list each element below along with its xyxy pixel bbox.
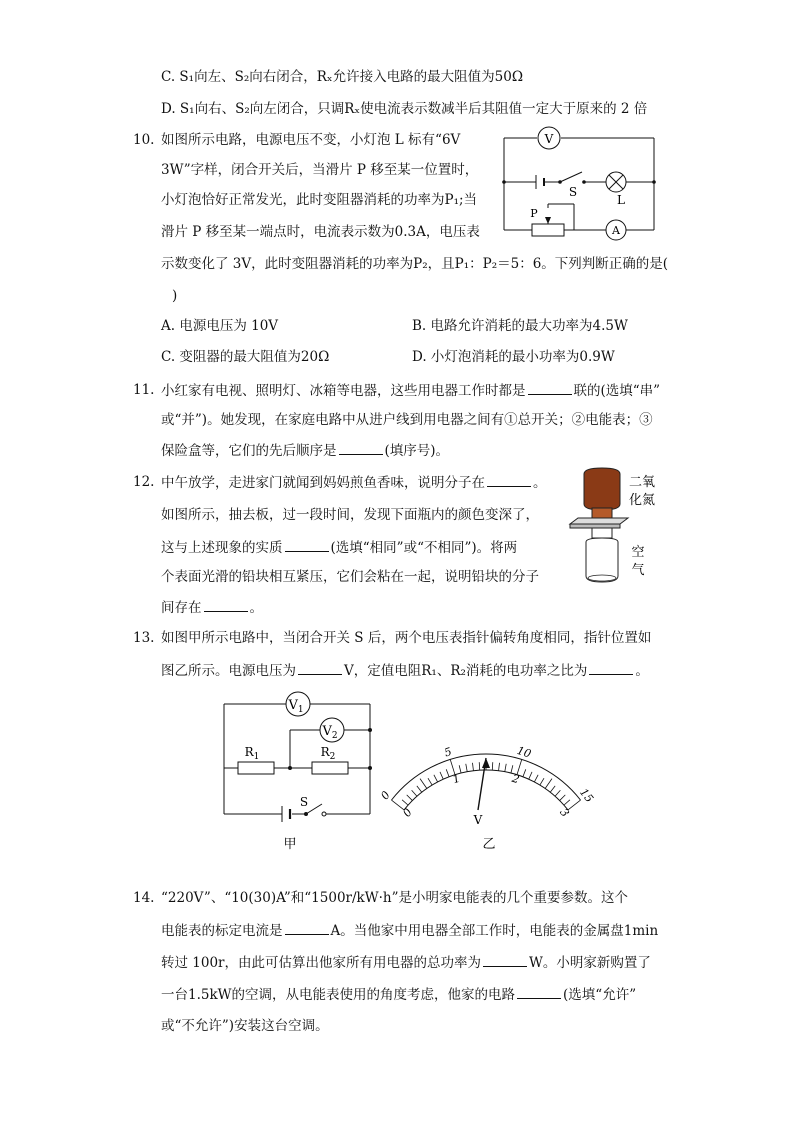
q14-line-2: 电能表的标定电流是 A。当他家中用电器全部工作时，电能表的金属盘1min bbox=[161, 920, 658, 941]
q10-line-4: 滑片 P 移至某一端点时，电流表示数为0.3A，电压表 bbox=[161, 224, 480, 240]
figure-caption-yi: 乙 bbox=[482, 837, 496, 852]
q13-line-2: 图乙所示。电源电压为 V，定值电阻R₁、R₂消耗的电功率之比为 。 bbox=[161, 660, 649, 681]
q10-ammeter-label: A bbox=[612, 224, 620, 237]
junction-dot-right bbox=[652, 180, 656, 184]
dial-tick bbox=[534, 775, 538, 782]
figure-caption-jia: 甲 bbox=[283, 837, 297, 852]
dial-tick bbox=[560, 795, 566, 801]
q10-option-a: A. 电源电压为 10V bbox=[161, 318, 279, 334]
q12-line-2: 如图所示，抽去板，过一段时间，发现下面瓶内的颜色变深了， bbox=[161, 507, 539, 523]
q11-line-3: 保险盒等，它们的先后顺序是 (填序号)。 bbox=[161, 440, 449, 461]
dial-tick bbox=[550, 786, 555, 792]
q12-diffusion-figure bbox=[566, 464, 666, 588]
dial-tick bbox=[466, 764, 467, 772]
dial-tick bbox=[434, 775, 438, 782]
dial-pointer-tip bbox=[482, 758, 490, 768]
q14-line-1: “220V”、“10(30)A”和“1500r/kW·h”是小明家电能表的几个重要参数。这个 bbox=[161, 890, 628, 906]
dial-outer-scale-label: 0 bbox=[378, 788, 393, 803]
q11-line-1: 小红家有电视、照明灯、冰箱等电器，这些用电器工作时都是 联的(选填“串” bbox=[161, 380, 660, 401]
q13-voltmeter-dial-yi bbox=[378, 724, 596, 854]
q10-option-d: D. 小灯泡消耗的最小功率为0.9W bbox=[412, 349, 615, 365]
q12-line-1: 中午放学，走进家门就闻到妈妈煎鱼香味，说明分子在 。 bbox=[161, 472, 547, 493]
v1-subscript: 1 bbox=[297, 705, 304, 715]
label-air-line2: 气 bbox=[631, 563, 645, 578]
dial-inner-scale-label: 3 bbox=[557, 805, 572, 820]
dial-outer-scale-label: 15 bbox=[577, 785, 596, 806]
r2-subscript: 2 bbox=[329, 752, 336, 762]
answer-blank[interactable] bbox=[589, 660, 633, 675]
q14-line-5: 或“不允许”)安装这台空调。 bbox=[161, 1018, 329, 1034]
separator-plate bbox=[570, 518, 628, 524]
r1-label: R bbox=[244, 745, 254, 759]
dial-inner-scale-label: 2 bbox=[510, 771, 521, 787]
dial-tick bbox=[459, 765, 461, 773]
q13-line-1: 如图甲所示电路中，当闭合开关 S 后，两个电压表指针偏转角度相同，指针位置如 bbox=[161, 630, 652, 646]
answer-blank[interactable] bbox=[483, 952, 527, 967]
dial-tick bbox=[564, 800, 570, 805]
v2-subscript: 2 bbox=[331, 731, 338, 741]
answer-blank[interactable] bbox=[298, 660, 342, 675]
dial-tick bbox=[417, 786, 422, 792]
label-air-line1: 空 bbox=[631, 545, 645, 560]
q10-line-2: 3W”字样，闭合开关后，当滑片 P 移至某一位置时， bbox=[161, 162, 479, 178]
q10-option-b: B. 电路允许消耗的最大功率为4.5W bbox=[412, 318, 628, 334]
v2-label: V bbox=[322, 724, 332, 739]
q13-circuit-diagram-jia bbox=[214, 688, 384, 853]
dial-tick bbox=[412, 790, 417, 796]
svg-text:R2 bbox=[321, 745, 336, 762]
label-no2-line2: 化氮 bbox=[628, 493, 656, 508]
q10-line-3: 小灯泡恰好正常发光，此时变阻器消耗的功率为P₁;当 bbox=[161, 192, 478, 208]
dial-outer-scale-label: 10 bbox=[515, 743, 533, 761]
answer-blank[interactable] bbox=[517, 984, 561, 999]
r1-subscript: 1 bbox=[253, 752, 260, 762]
dial-tick bbox=[472, 763, 473, 771]
nitrogen-dioxide-bottle bbox=[584, 468, 620, 510]
dial-inner-scale-label: 0 bbox=[400, 805, 415, 820]
slider-arrow-icon bbox=[545, 217, 551, 224]
junction-dot-left bbox=[502, 180, 506, 184]
svg-text:R1 bbox=[245, 745, 260, 762]
q12-line-5: 间存在 。 bbox=[161, 597, 263, 618]
dial-tick bbox=[440, 772, 443, 779]
answer-blank[interactable] bbox=[528, 380, 572, 395]
q10-line-6: ) bbox=[172, 288, 178, 304]
dial-tick bbox=[545, 779, 552, 789]
dial-tick bbox=[511, 765, 513, 773]
q11-line-2: 或“并”)。她发现，在家庭电路中从进户线到用电器之间有①总开关；②电能表；③ bbox=[161, 412, 653, 428]
q10-voltmeter-label: V bbox=[544, 132, 554, 146]
q10-number: 10. bbox=[133, 132, 155, 148]
q14-number: 14. bbox=[133, 890, 155, 906]
answer-blank[interactable] bbox=[204, 597, 248, 612]
q9-option-d: D. S₁向右、S₂向左闭合，只调Rₓ使电流表示数减半后其阻值一定大于原来的 2 倍 bbox=[161, 101, 648, 117]
svg-text:V1 bbox=[287, 698, 303, 715]
q11-number: 11. bbox=[133, 382, 155, 398]
q14-line-4: 一台1.5kW的空调，从电能表使用的角度考虑，他家的电路 (选填“允许” bbox=[161, 984, 636, 1005]
q10-circuit-diagram bbox=[494, 124, 664, 246]
q10-slider-label: P bbox=[530, 207, 538, 220]
q10-line-5: 示数变化了 3V，此时变阻器消耗的功率为P₂，且P₁：P₂＝5：6。下列判断正确的是( bbox=[161, 256, 669, 272]
q10-lamp-label: L bbox=[617, 193, 625, 207]
dial-tick bbox=[523, 769, 526, 776]
q10-option-c: C. 变阻器的最大阻值为20Ω bbox=[161, 349, 330, 365]
q14-line-3: 转过 100r，由此可估算出他家所有用电器的总功率为 W。小明家新购置了 bbox=[161, 952, 651, 973]
dial-tick bbox=[529, 772, 532, 779]
q10-line-1: 如图所示电路，电源电压不变，小灯泡 L 标有“6V bbox=[161, 132, 461, 148]
dial-outer-scale-label: 5 bbox=[442, 745, 454, 760]
q9-option-c: C. S₁向左、S₂向右闭合，Rₓ允许接入电路的最大阻值为50Ω bbox=[161, 69, 524, 85]
answer-blank[interactable] bbox=[487, 472, 531, 487]
q10-switch-label: S bbox=[568, 185, 578, 199]
dial-inner-scale-label: 1 bbox=[451, 771, 462, 787]
svg-text:V2 bbox=[321, 724, 337, 741]
dial-tick bbox=[407, 795, 413, 801]
dial-tick bbox=[446, 769, 449, 776]
answer-blank[interactable] bbox=[339, 440, 383, 455]
q12-number: 12. bbox=[133, 474, 155, 490]
dial-tick bbox=[428, 778, 432, 785]
dial-unit-label: V bbox=[473, 813, 483, 827]
switch-label: S bbox=[299, 795, 309, 809]
r2-label: R bbox=[320, 745, 330, 759]
air-bottle bbox=[586, 538, 618, 582]
dial-tick bbox=[540, 778, 544, 785]
q12-line-4: 个表面光滑的铅块相互紧压，它们会粘在一起，说明铅块的分子 bbox=[161, 569, 539, 585]
dial-tick bbox=[499, 763, 500, 771]
answer-blank[interactable] bbox=[285, 537, 329, 552]
label-no2-line1: 二氧 bbox=[628, 475, 656, 490]
v1-label: V bbox=[288, 698, 298, 713]
answer-blank[interactable] bbox=[285, 920, 329, 935]
q12-line-3: 这与上述现象的实质 (选填“相同”或“不相同”)。将两 bbox=[161, 537, 517, 558]
dial-tick bbox=[420, 779, 427, 789]
q13-number: 13. bbox=[133, 630, 155, 646]
dial-tick bbox=[505, 764, 506, 772]
dial-tick bbox=[402, 800, 408, 805]
dial-tick bbox=[555, 790, 560, 796]
